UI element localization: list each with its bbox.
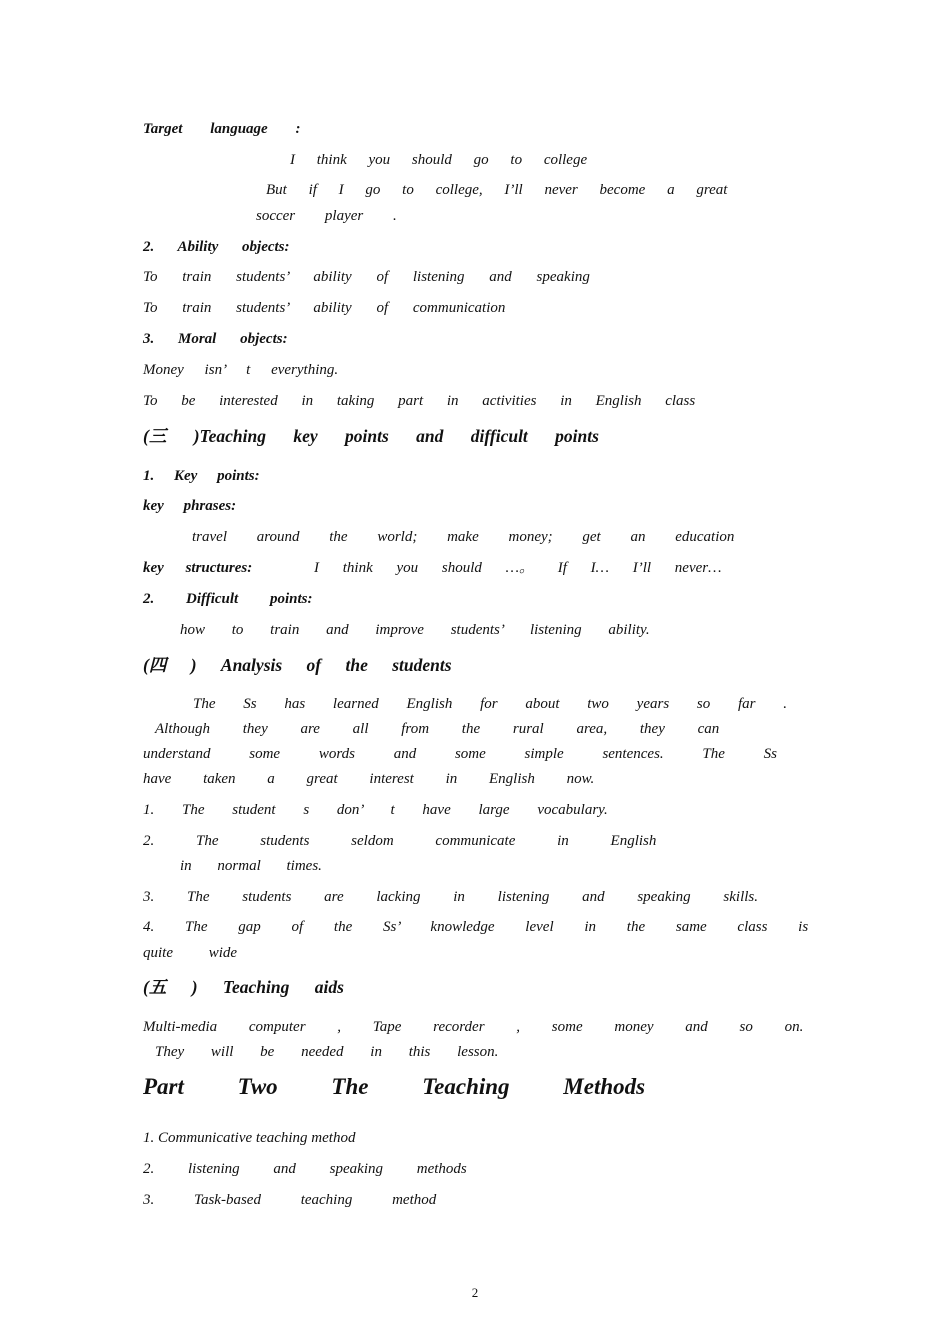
analysis-para-line-3: understand some words and some simple sentences. The Ss <box>143 746 778 762</box>
difficult-points: how to train and improve students’ listening ability. <box>180 622 650 638</box>
analysis-item-2: 2. The students seldom communicate in English <box>143 833 657 849</box>
analysis-para-line-1: The Ss has learned English for about two years so far . <box>193 696 788 712</box>
key-phrases: travel around the world; make money; get an education <box>192 529 735 545</box>
target-language-line-1: I think you should go to college <box>290 152 588 168</box>
analysis-para-line-4: have taken a great interest in English now. <box>143 771 595 787</box>
target-language-line-3: soccer player . <box>256 208 397 224</box>
analysis-item-4: 4. The gap of the Ss’ knowledge level in the same class is <box>143 919 809 935</box>
ability-objects-line-2: To train students’ ability of communication <box>143 300 506 316</box>
ability-objects-heading: 2. Ability objects: <box>143 239 290 255</box>
key-points-heading: 1. Key points: <box>143 468 260 484</box>
section-five-heading: (五 ) Teaching aids <box>143 977 344 997</box>
analysis-item-2-cont: in normal times. <box>180 858 322 874</box>
analysis-para-line-2: Although they are all from the rural area, they can <box>155 721 720 737</box>
section-three-heading: (三 )Teaching key points and difficult points <box>143 426 599 446</box>
method-1: 1. Communicative teaching method <box>143 1130 356 1146</box>
key-structures-label: key structures: <box>143 560 253 576</box>
key-structures: I think you should …。 If I… I’ll never… <box>314 560 722 576</box>
target-language-heading: Target language : <box>143 121 301 137</box>
moral-objects-line-1: Money isn’ t everything. <box>143 362 339 378</box>
method-2: 2. listening and speaking methods <box>143 1161 467 1177</box>
difficult-points-heading: 2. Difficult points: <box>143 591 313 607</box>
target-language-line-2: But if I go to college, I’ll never become a great <box>266 182 728 198</box>
teaching-aids-line-2: They will be needed in this lesson. <box>155 1044 499 1060</box>
moral-objects-heading: 3. Moral objects: <box>143 331 288 347</box>
section-four-heading: (四 ) Analysis of the students <box>143 655 452 675</box>
method-3: 3. Task-based teaching method <box>143 1192 437 1208</box>
teaching-aids-line-1: Multi-media computer , Tape recorder , some money and so on. <box>143 1019 804 1035</box>
page-number: 2 <box>471 1285 479 1300</box>
moral-objects-line-2: To be interested in taking part in activities in English class <box>143 393 696 409</box>
ability-objects-line-1: To train students’ ability of listening and speaking <box>143 269 590 285</box>
key-phrases-label: key phrases: <box>143 498 237 514</box>
analysis-item-1: 1. The student s don’ t have large vocabulary. <box>143 802 608 818</box>
analysis-item-3: 3. The students are lacking in listening and speaking skills. <box>143 889 758 905</box>
part-two-heading: Part Two The Teaching Methods <box>143 1074 646 1099</box>
analysis-item-4-cont: quite wide <box>143 945 238 961</box>
